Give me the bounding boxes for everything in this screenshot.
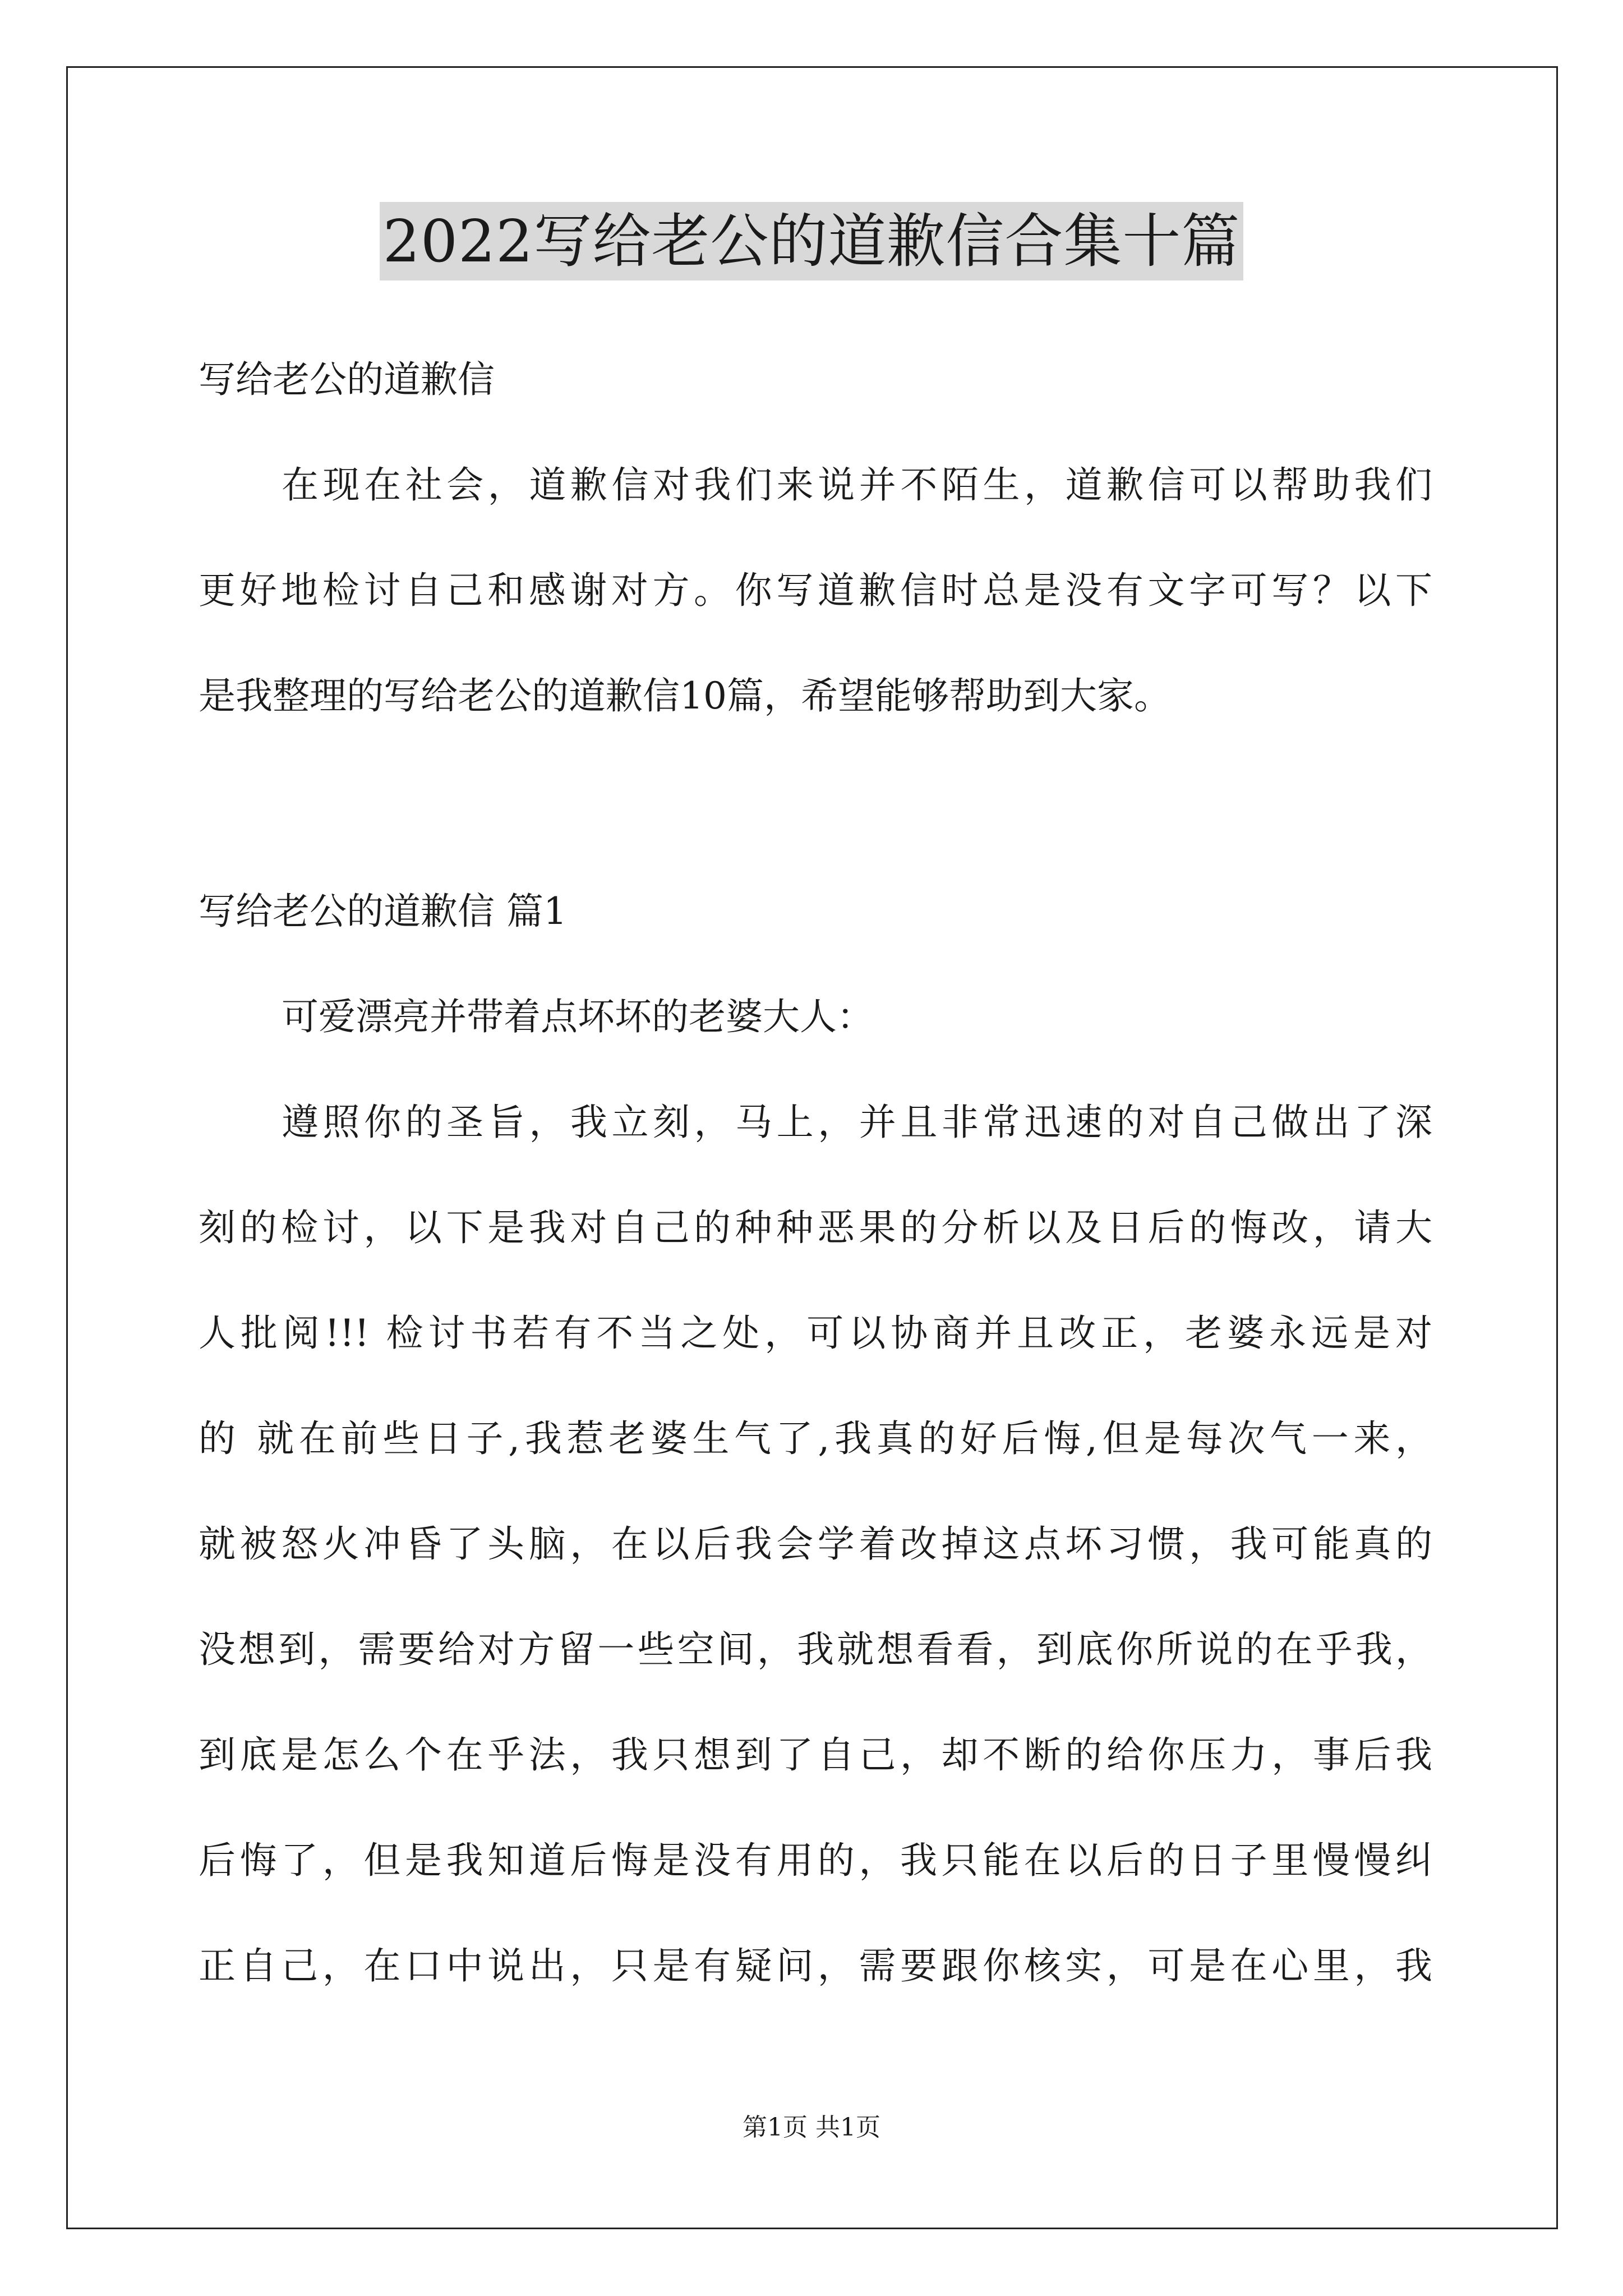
body-line: 就被怒火冲昏了头脑，在以后我会学着改掉这点坏习惯，我可能真的 (199, 1522, 1432, 1566)
intro-line: 在现在社会，道歉信对我们来说并不陌生，道歉信可以帮助我们 (282, 463, 1432, 507)
part-heading: 写给老公的道歉信 篇1 (199, 890, 567, 933)
body-line: 的 就在前些日子,我惹老婆生气了,我真的好后悔,但是每次气一来， (199, 1417, 1432, 1460)
body-line: 没想到，需要给对方留一些空间，我就想看看，到底你所说的在乎我， (199, 1628, 1432, 1671)
body-line: 刻的检讨，以下是我对自己的种种恶果的分析以及日后的悔改，请大 (199, 1206, 1432, 1249)
document-title: 2022写给老公的道歉信合集十篇 (380, 202, 1244, 280)
body-line: 遵照你的圣旨，我立刻，马上，并且非常迅速的对自己做出了深 (282, 1101, 1432, 1144)
page-footer: 第1页 共1页 (743, 2113, 880, 2142)
intro-line: 更好地检讨自己和感谢对方。你写道歉信时总是没有文字可写？以下 (199, 569, 1432, 612)
body-line: 后悔了，但是我知道后悔是没有用的，我只能在以后的日子里慢慢纠 (199, 1839, 1432, 1882)
intro-line: 是我整理的写给老公的道歉信10篇，希望能够帮助到大家。 (199, 674, 1171, 717)
salutation: 可爱漂亮并带着点坏坏的老婆大人： (282, 995, 874, 1038)
body-line: 人批阅!!! 检讨书若有不当之处，可以协商并且改正，老婆永远是对 (199, 1312, 1432, 1355)
body-line: 正自己，在口中说出，只是有疑问，需要跟你核实，可是在心里，我 (199, 1944, 1432, 1987)
section-heading: 写给老公的道歉信 (199, 358, 495, 401)
body-line: 到底是怎么个在乎法，我只想到了自己，却不断的给你压力，事后我 (199, 1733, 1432, 1777)
title-container (0, 202, 1623, 280)
